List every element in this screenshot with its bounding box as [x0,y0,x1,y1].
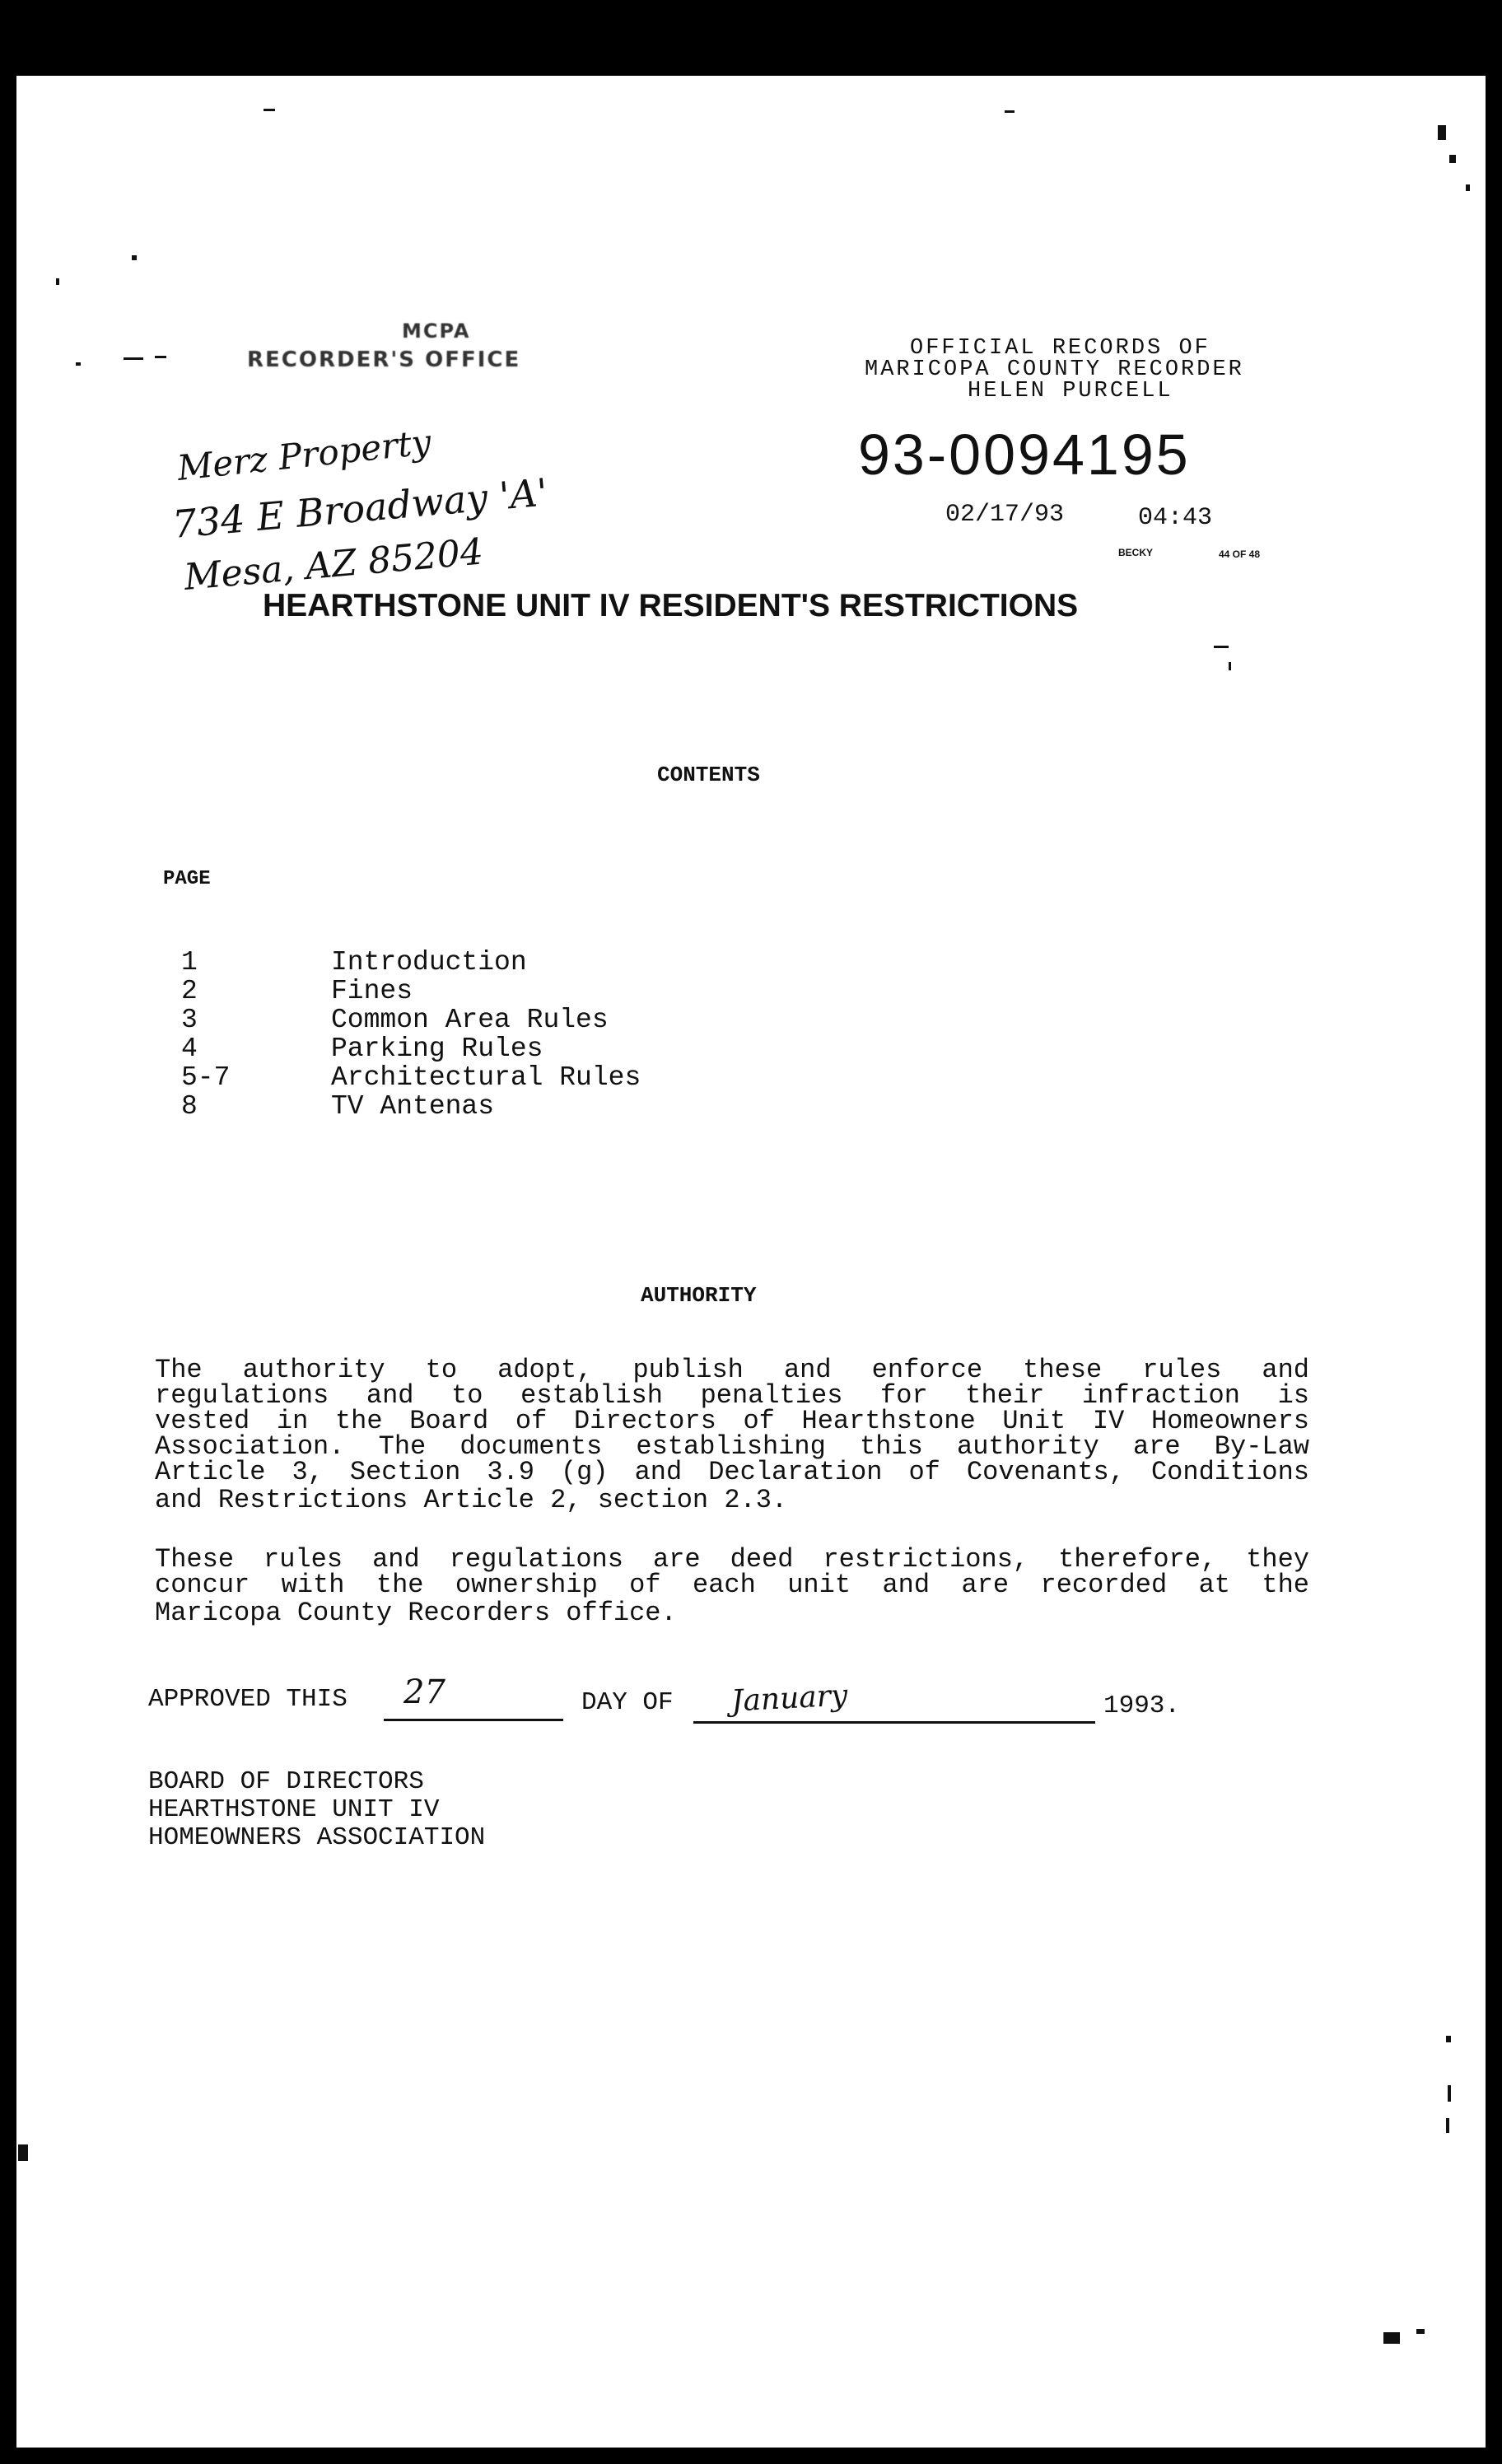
scan-speck [1383,2332,1400,2344]
contents-item-label: TV Antenas [331,1091,495,1122]
paragraph-line: regulations and to establish penalties for their infraction is [155,1380,1309,1411]
authority-heading: AUTHORITY [641,1283,757,1308]
contents-page-number: 8 [181,1091,198,1122]
month-blank-line [693,1721,1095,1724]
scan-speck [56,278,59,285]
scan-speck [1448,2085,1451,2102]
contents-item-label: Introduction [331,947,527,978]
scan-speck [18,2144,28,2161]
scan-speck [1446,2118,1449,2133]
scan-speck [76,362,81,366]
contents-heading: CONTENTS [657,763,760,787]
paragraph-line: vested in the Board of Directors of Hearthstone Unit IV Homeowners [155,1406,1309,1436]
paragraph-line: Association. The documents establishing this authority are By-Law [155,1431,1309,1462]
contents-item-label: Parking Rules [331,1034,543,1064]
approval-day: 27 [403,1673,445,1711]
authority-paragraph-1 [155,1357,1309,1485]
contents-page-number: 1 [181,947,198,978]
signature-block-line-2: HEARTHSTONE UNIT IV [148,1795,440,1824]
paragraph-line: These rules and regulations are deed restrictions, therefore, they [155,1544,1309,1575]
recording-time: 04:43 [1138,504,1213,532]
contents-page-number: 3 [181,1005,198,1035]
page-count: 44 OF 48 [1219,548,1261,560]
document-page [16,76,1486,2448]
scan-speck [1005,110,1015,113]
scan-speck [1449,155,1456,163]
page-column-label: PAGE [163,868,211,890]
scan-speck [1466,184,1470,191]
recording-date: 02/17/93 [945,501,1065,529]
signature-block-line-1: BOARD OF DIRECTORS [148,1767,424,1796]
recorder-office-stamp: RECORDER'S OFFICE [247,348,521,372]
approval-month: January [730,1678,849,1719]
contents-item-label: Fines [331,976,413,1006]
day-blank-line [384,1719,563,1721]
contents-page-number: 5-7 [181,1062,231,1093]
scan-speck [1214,646,1229,648]
scan-speck [1438,125,1446,140]
contents-item-label: Architectural Rules [331,1062,641,1093]
paragraph-line: The authority to adopt, publish and enforce these rules and [155,1355,1309,1385]
authority-paragraph-2 [155,1544,1309,1600]
document-number: 93-0094195 [858,422,1191,487]
scan-speck [155,356,166,358]
official-records-line-3: HELEN PURCELL [968,379,1173,404]
authority-paragraph-1-last-line: and Restrictions Article 2, section 2.3. [155,1485,788,1515]
day-of-label: DAY OF [581,1688,674,1717]
contents-page-number: 4 [181,1034,198,1064]
return-address-line-1: Merz Property [175,421,433,488]
clerk-name: BECKY [1118,547,1154,558]
return-address-line-2: 734 E Broadway 'A' [170,469,550,547]
scan-speck [1446,2036,1451,2042]
scan-speck [124,357,143,360]
authority-paragraph-2-last-line: Maricopa County Recorders office. [155,1598,677,1628]
approval-year: 1993. [1103,1692,1181,1720]
contents-page-number: 2 [181,976,198,1006]
document-title: HEARTHSTONE UNIT IV RESIDENT'S RESTRICTIONS [263,588,1079,623]
contents-item-label: Common Area Rules [331,1005,609,1035]
official-records-line-1: OFFICIAL RECORDS OF [910,336,1210,361]
paragraph-line: Article 3, Section 3.9 (g) and Declaration of Covenants, Conditions [155,1457,1309,1487]
approved-this-label: APPROVED THIS [148,1685,348,1714]
return-address-line-3: Mesa, AZ 85204 [182,530,485,599]
recorder-office-stamp-top: MCPA [402,320,471,343]
scan-speck [1229,662,1231,670]
paragraph-line: concur with the ownership of each unit and are recorded at the [155,1570,1309,1600]
scan-speck [264,109,275,111]
signature-block-line-3: HOMEOWNERS ASSOCIATION [148,1823,486,1852]
official-records-line-2: MARICOPA COUNTY RECORDER [865,357,1244,382]
scan-speck [1416,2329,1425,2334]
scan-speck [132,255,137,260]
